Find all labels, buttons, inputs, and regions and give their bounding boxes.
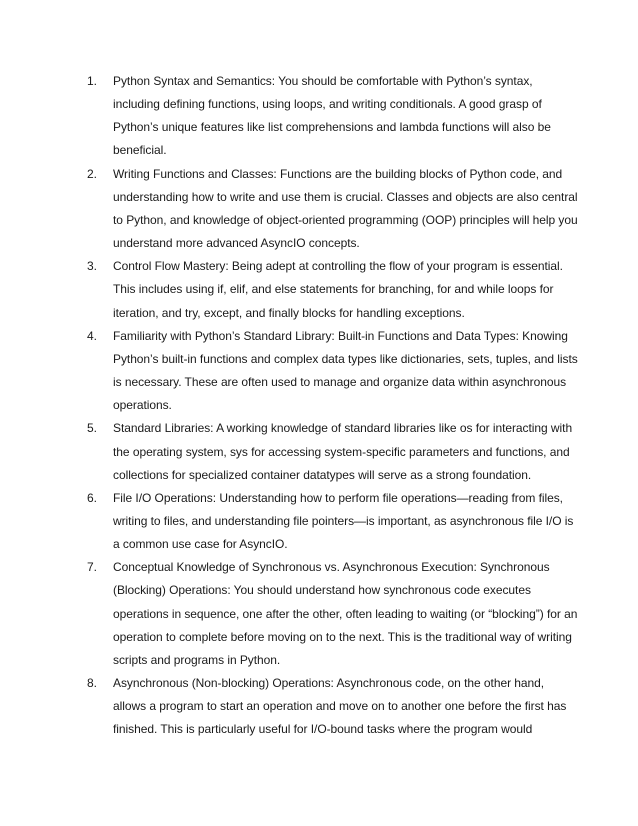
list-item [87,325,578,418]
list-number: 8. [87,676,97,691]
text-line: Familiarity with Python’s Standard Library: Built-in Functions and Data Types: Knowing [113,328,568,343]
list-item [87,556,578,672]
list-number: 7. [87,560,97,575]
text-line: Asynchronous (Non-blocking) Operations: Asynchronous code, on the other hand, [113,676,545,691]
list-number: 4. [87,328,97,343]
text-line: the operating system, sys for accessing system-specific parameters and functions, and [113,444,570,459]
numbered-list [87,70,578,742]
text-line: Python Syntax and Semantics: You should be comfortable with Python’s syntax, [113,74,533,88]
text-line: This includes using if, elif, and else statements for branching, for and while loops for [113,282,554,297]
text-line: is necessary. These are often used to manage and organize data within asynchronous [113,375,567,390]
list-item [87,672,567,741]
list-number: 5. [87,421,97,436]
text-line: writing to files, and understanding file pointers—is important, as asynchronous file I/O is [113,513,574,528]
list-number: 6. [87,490,97,505]
text-line: scripts and programs in Python. [113,652,281,667]
list-item [87,255,567,324]
text-line: operations in sequence, one after the other, often leading to waiting (or “blocking”) for an [113,606,578,621]
text-line: Python’s built-in functions and complex data types like dictionaries, sets, tuples, and lists [113,351,578,366]
text-line: operation to complete before moving on to the next. This is the traditional way of writing [113,629,572,644]
text-line: Standard Libraries: A working knowledge of standard libraries like os for interacting with [113,421,573,436]
text-line: understanding how to write and use them is crucial. Classes and objects are also central [113,189,578,204]
text-line: Writing Functions and Classes: Functions are the building blocks of Python code, and [113,166,563,181]
text-line: a common use case for AsyncIO. [113,537,288,552]
list-number: 1. [87,74,97,88]
text-line: File I/O Operations: Understanding how to perform file operations—reading from files, [113,490,563,505]
text-line: operations. [113,398,172,413]
list-item [87,70,567,163]
text-line: beneficial. [113,143,167,158]
text-line: (Blocking) Operations: You should understand how synchronous code executes [113,583,531,598]
text-line: allows a program to start an operation and move on to another one before the first has [113,699,567,714]
text-line: including defining functions, using loops, and writing conditionals. A good grasp of [113,97,542,112]
list-item [87,417,573,486]
text-line: finished. This is particularly useful for I/O-bound tasks where the program would [113,722,533,737]
text-line: Control Flow Mastery: Being adept at controlling the flow of your program is essential. [113,259,563,274]
list-item [87,487,574,556]
list-number: 3. [87,259,97,274]
text-line: understand more advanced AsyncIO concepts. [113,236,360,251]
text-line: Conceptual Knowledge of Synchronous vs. Asynchronous Execution: Synchronous [113,560,550,575]
text-line: to Python, and knowledge of object-oriented programming (OOP) principles will help you [113,212,578,227]
text-line: Python’s unique features like list comprehensions and lambda functions will also be [113,120,551,135]
list-number: 2. [87,166,97,181]
text-line: iteration, and try, except, and finally blocks for handling exceptions. [113,305,465,320]
list-item [87,163,578,256]
text-line: collections for specialized container datatypes will serve as a strong foundation. [113,467,532,482]
